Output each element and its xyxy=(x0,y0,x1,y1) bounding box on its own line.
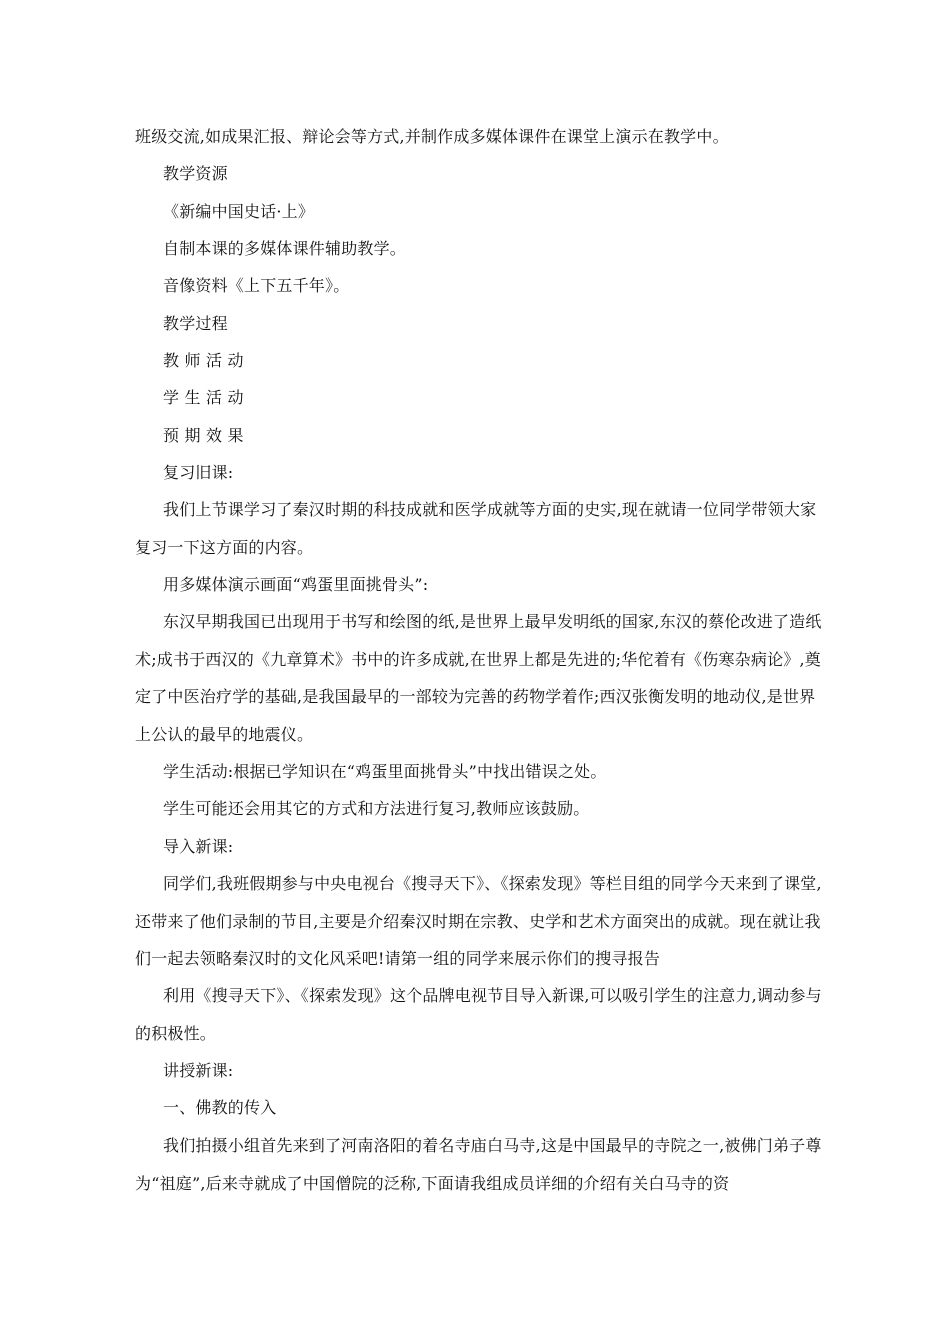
column-expected-effect: 预 期 效 果 xyxy=(163,426,244,445)
heading-teaching-process: 教学过程 xyxy=(163,314,228,333)
heading-new-lesson-intro: 导入新课: xyxy=(163,837,234,856)
resource-courseware: 自制本课的多媒体课件辅助教学。 xyxy=(163,239,407,258)
column-teacher-activity: 教 师 活 动 xyxy=(163,351,244,370)
heading-review: 复习旧课: xyxy=(163,463,234,482)
column-student-activity: 学 生 活 动 xyxy=(163,388,244,407)
heading-teaching-resources: 教学资源 xyxy=(163,164,228,183)
section-buddhism: 一、佛教的传入 xyxy=(163,1098,277,1117)
resource-audio-video: 音像资料《上下五千年》。 xyxy=(163,276,350,295)
paragraph-baima-temple: 我们拍摄小组首先来到了河南洛阳的着名寺庙白马寺,这是中国最早的寺院之一,被佛门弟子尊为“祖庭”,后来寺就成了中国僧院的泛称,下面请我组成员详细的介绍有关白马寺的资 xyxy=(135,1136,822,1193)
paragraph-multimedia-demo: 用多媒体演示画面“鸡蛋里面挑骨头”: xyxy=(163,575,429,594)
resource-book: 《新编中国史话·上》 xyxy=(163,202,315,221)
paragraph-review: 我们上节课学习了秦汉时期的科技成就和医学成就等方面的史实,现在就请一位同学带领大家复习一下这方面的内容。 xyxy=(135,500,817,557)
heading-teach-new-lesson: 讲授新课: xyxy=(163,1061,234,1080)
paragraph-intro-continuation: 班级交流,如成果汇报、辩论会等方式,并制作成多媒体课件在课堂上演示在教学中。 xyxy=(135,127,729,146)
paragraph-student-activity: 学生活动:根据已学知识在“鸡蛋里面挑骨头”中找出错误之处。 xyxy=(163,762,607,781)
paragraph-encourage: 学生可能还会用其它的方式和方法进行复习,教师应该鼓励。 xyxy=(163,799,590,818)
paragraph-error-text: 东汉早期我国已出现用于书写和绘图的纸,是世界上最早发明纸的国家,东汉的蔡伦改进了造纸术;成书于西汉的《九章算术》书中的许多成就,在世界上都是先进的;华佗着有《伤寒杂病论》,奠定了中医治疗学的基础,是我国最早的一部较为完善的药物学着作;西汉张衡发明的地动仪,是世界上公认的最早的地震仪。 xyxy=(135,612,822,744)
paragraph-intro-rationale: 利用《搜寻天下》、《探索发现》这个品牌电视节目导入新课,可以吸引学生的注意力,调动参与的积极性。 xyxy=(135,986,822,1043)
paragraph-intro-speech: 同学们,我班假期参与中央电视台《搜寻天下》、《探索发现》等栏目组的同学今天来到了课堂,还带来了他们录制的节目,主要是介绍秦汉时期在宗教、史学和艺术方面突出的成就。现在就让我们一起去领略秦汉时的文化风采吧!请第一组的同学来展示你们的搜寻报告 xyxy=(135,874,822,968)
